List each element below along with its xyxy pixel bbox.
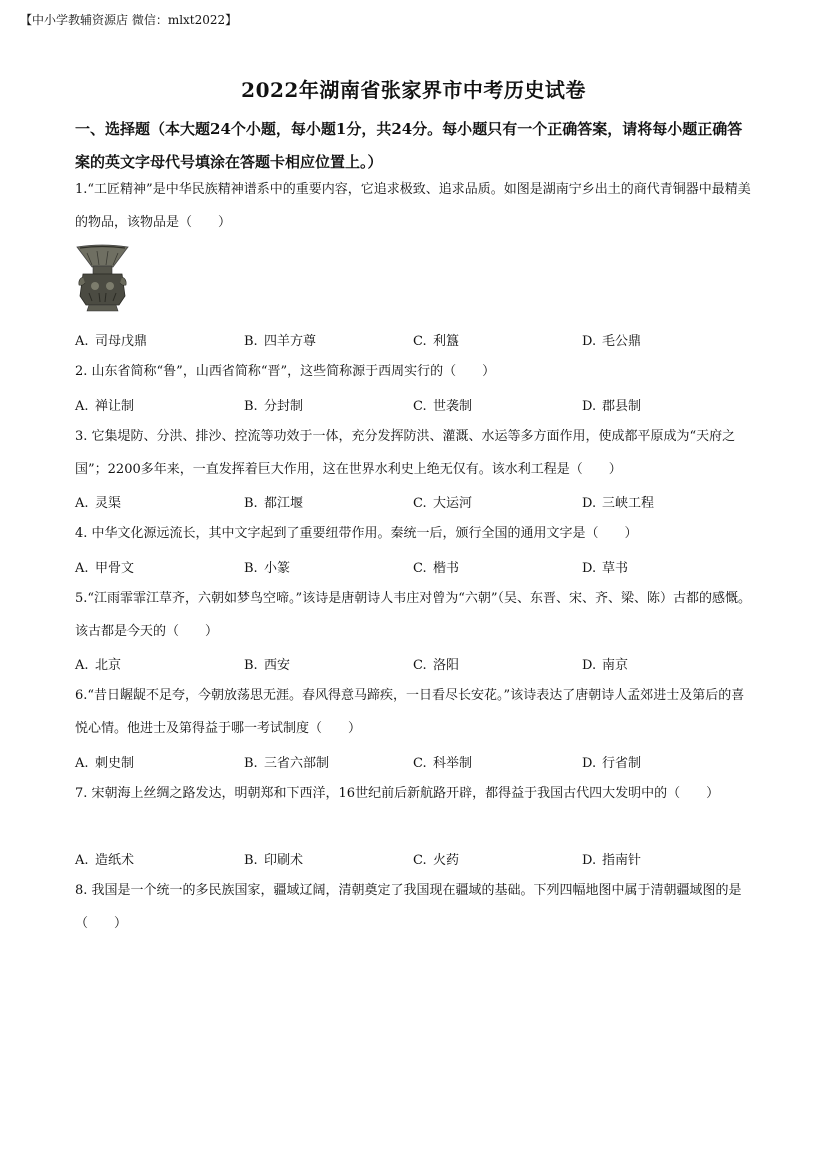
option-c[interactable]: C. 楷书 bbox=[413, 561, 460, 576]
option-a[interactable]: A. 造纸术 bbox=[75, 853, 135, 868]
option-c[interactable]: C. 利簋 bbox=[413, 334, 460, 349]
header-note: 【中小学教辅资源店 微信：mlxt2022】 bbox=[20, 13, 238, 27]
question-4-options bbox=[75, 557, 755, 577]
option-d[interactable]: D. 指南针 bbox=[582, 853, 642, 868]
option-d[interactable]: D. 毛公鼎 bbox=[582, 334, 642, 349]
option-b[interactable]: B. 三省六部制 bbox=[244, 756, 330, 771]
question-7-options bbox=[75, 849, 755, 869]
option-a[interactable]: A. 司母戊鼎 bbox=[75, 334, 148, 349]
question-2-options bbox=[75, 395, 755, 415]
option-a[interactable]: A. 甲骨文 bbox=[75, 561, 135, 576]
question-1-options bbox=[75, 330, 755, 350]
option-b[interactable]: B. 四羊方尊 bbox=[244, 334, 317, 349]
option-c[interactable]: C. 科举制 bbox=[413, 756, 473, 771]
page-title: 2022年湖南省张家界市中考历史试卷 bbox=[241, 78, 586, 102]
option-b[interactable]: B. 都江堰 bbox=[244, 496, 304, 511]
option-a[interactable]: A. 刺史制 bbox=[75, 756, 135, 771]
question-3-options bbox=[75, 492, 755, 512]
option-d[interactable]: D. 郡县制 bbox=[582, 399, 642, 414]
option-d[interactable]: D. 三峡工程 bbox=[582, 496, 655, 511]
option-d[interactable]: D. 行省制 bbox=[582, 756, 642, 771]
option-c[interactable]: C. 世袭制 bbox=[413, 399, 473, 414]
option-b[interactable]: B. 西安 bbox=[244, 658, 291, 673]
option-d[interactable]: D. 草书 bbox=[582, 561, 629, 576]
question-3: 3. 它集堤防、分洪、排沙、控流等功效于一体，充分发挥防洪、灌溉、水运等多方面作用，使成都平原成为“天府之国”；2200多年来，一直发挥着巨大作用，这在世界水利史上绝无仅有。该水利工程是（ ） bbox=[75, 429, 736, 477]
question-4: 4. 中华文化源远流长，其中文字起到了重要纽带作用。秦统一后，颁行全国的通用文字是（ ） bbox=[75, 526, 638, 541]
question-1: 1.“工匠精神”是中华民族精神谱系中的重要内容，它追求极致、追求品质。如图是湖南宁乡出土的商代青铜器中最精美的物品，该物品是（ ） bbox=[75, 182, 751, 230]
option-c[interactable]: C. 火药 bbox=[413, 853, 460, 868]
option-b[interactable]: B. 分封制 bbox=[244, 399, 304, 414]
option-a[interactable]: A. 北京 bbox=[75, 658, 122, 673]
question-5: 5.“江雨霏霏江草齐，六朝如梦鸟空啼。”该诗是唐朝诗人韦庄对曾为“六朝”（吴、东晋、宋、齐、梁、陈）古都的感慨。该古都是今天的（ ） bbox=[75, 591, 751, 639]
question-6: 6.“昔日龌龊不足夸，今朝放荡思无涯。春风得意马蹄疾，一日看尽长安花。”该诗表达了唐朝诗人孟郊进士及第后的喜悦心情。他进士及第得益于哪一考试制度（ ） bbox=[75, 688, 745, 736]
option-a[interactable]: A. 灵渠 bbox=[75, 496, 122, 511]
option-c[interactable]: C. 大运河 bbox=[413, 496, 473, 511]
question-2: 2. 山东省简称“鲁”，山西省简称“晋”，这些简称源于西周实行的（ ） bbox=[75, 364, 496, 379]
option-d[interactable]: D. 南京 bbox=[582, 658, 629, 673]
bronze-zun-image bbox=[75, 241, 130, 316]
question-7: 7. 宋朝海上丝绸之路发达，明朝郑和下西洋，16世纪前后新航路开辟，都得益于我国古代四大发明中的（ ） bbox=[75, 786, 720, 801]
question-5-options bbox=[75, 654, 755, 674]
option-c[interactable]: C. 洛阳 bbox=[413, 658, 460, 673]
option-b[interactable]: B. 小篆 bbox=[244, 561, 291, 576]
question-8: 8. 我国是一个统一的多民族国家，疆域辽阔，清朝奠定了我国现在疆域的基础。下列四幅地图中属于清朝疆域图的是（ ） bbox=[75, 883, 742, 931]
option-b[interactable]: B. 印刷术 bbox=[244, 853, 304, 868]
question-6-options bbox=[75, 752, 755, 772]
option-a[interactable]: A. 禅让制 bbox=[75, 399, 135, 414]
section-heading: 一、选择题（本大题24个小题，每小题1分，共24分。每小题只有一个正确答案，请将每小题正确答案的英文字母代号填涂在答题卡相应位置上。） bbox=[75, 120, 743, 171]
